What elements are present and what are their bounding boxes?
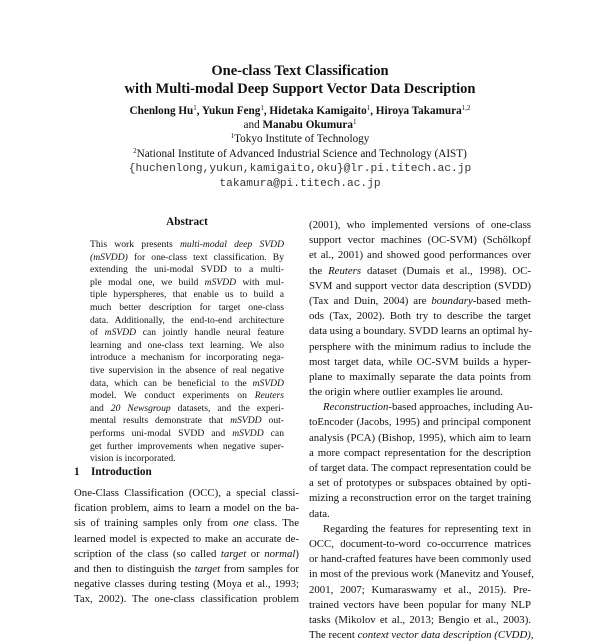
right-column-body <box>309 218 534 643</box>
text-line: much better description for target one-class <box>90 301 284 313</box>
abstract-body <box>90 239 284 466</box>
text-line: data. <box>309 507 330 520</box>
text-line: data, which can be beneficial to the mSVDD <box>90 377 284 389</box>
text-line: extending the uni-modal SVDD to a multi- <box>90 264 284 276</box>
text-line: learned model is expected to make an accurate de- <box>74 532 299 545</box>
text-line: Reconstruction-based approaches, including Au- <box>323 401 533 414</box>
affiliation-number: 1 <box>230 132 235 140</box>
author-email-2: takamura@pi.titech.ac.jp <box>219 178 381 190</box>
author-affiliation-mark: 1,2 <box>461 104 471 112</box>
text-line: et al., 2001) and showed good performances over <box>309 249 531 262</box>
text-line: This work presents multi-modal deep SVDD <box>90 239 284 250</box>
text-line: toEncoder (Jacobs, 1995) and principal component <box>309 416 531 429</box>
paper-title-line1: One-class Text Classification <box>211 63 389 79</box>
text-line: SVM and support vector data description (SVDD) <box>309 279 531 292</box>
text-line: tasks (Mikolov et al., 2013; Bengio et al., 2003). <box>309 613 531 626</box>
text-line: a set of prototypes or subspaces obtained by opti- <box>309 477 531 490</box>
affiliation-1 <box>0 132 600 146</box>
author-and: and <box>243 119 260 131</box>
text-line: ple modal one, we build mSVDD with mul- <box>90 276 284 288</box>
text-line: or hand-crafted features have been commonly used <box>309 553 531 566</box>
text-line: mental results demonstrate that mSVDD out- <box>90 415 284 427</box>
author-affiliation-mark: 1 <box>366 104 371 112</box>
affiliation-name: Tokyo Institute of Technology <box>234 133 370 145</box>
introduction-body <box>74 486 299 608</box>
author-name: Yukun Feng <box>201 105 261 117</box>
text-line: One-Class Classification (OCC), a special classi- <box>74 487 299 499</box>
text-line: plane to maximally separate the data points from <box>309 370 531 383</box>
affiliation-name: National Institute of Advanced Industrial Science and Technology (AIST) <box>136 148 467 160</box>
author-affiliation-mark: 1 <box>352 118 357 126</box>
text-line: OCC, document-to-word co-occurrence matrices <box>309 537 531 550</box>
abstract-heading: Abstract <box>166 216 208 228</box>
affiliation-2 <box>0 147 600 161</box>
text-line: performs uni-modal SVDD and mSVDD can <box>90 427 284 439</box>
text-line: and 20 Newsgroup datasets, and the experi- <box>90 402 284 414</box>
section-number: 1 <box>74 466 80 478</box>
text-line: tive supervision in the absence of real negative <box>90 364 284 376</box>
text-line: The recent context vector data description (CVDD), <box>309 629 534 642</box>
author-name: Chenlong Hu <box>129 105 194 117</box>
text-line: and then to distinguish the target from samples for <box>74 562 299 575</box>
text-line: fication problem, aims to learn a model on the ba- <box>74 502 299 515</box>
text-line: persphere with the minimum radius to include the <box>309 340 531 353</box>
text-line: (2001), who implemented versions of one-class <box>309 219 531 231</box>
author-list-continued <box>0 118 600 132</box>
text-line: most target data, while OC-SVM builds a hyper- <box>309 355 531 368</box>
text-line: analysis (PCA) (Bishop, 1995), which aim to learn <box>309 431 531 444</box>
section-title: Introduction <box>91 466 152 478</box>
text-line: the origin where outlier examples lie around. <box>309 386 503 399</box>
text-line: negative classes during testing (Moya et al., 1993; <box>74 578 299 591</box>
text-line: learning and one-class text learning. We also <box>90 339 284 351</box>
text-line: in most of the previous work (Manevitz and Yousef, <box>309 568 534 581</box>
text-line: trained vectors have been popular for many NLP <box>309 598 531 611</box>
affiliation-number: 2 <box>133 147 137 155</box>
text-line: sis of training samples only from one class. The <box>74 517 299 530</box>
author-affiliation-mark: 1 <box>260 104 264 112</box>
paper-title-line2: with Multi-modal Deep Support Vector Data Description <box>124 81 476 97</box>
text-line: (Tax and Duin, 2004) are boundary-based meth- <box>309 294 532 307</box>
text-line: Regarding the features for representing text in <box>323 522 531 535</box>
author-name: Hidetaka Kamigaito <box>269 105 367 117</box>
text-line: model. We conduct experiments on Reuters <box>90 390 284 402</box>
text-line: mizing a reconstruction error on the target training <box>309 492 531 505</box>
text-line: of target data. The compact representation could be <box>309 462 531 474</box>
text-line: of mSVDD can jointly handle neural feature <box>90 327 285 339</box>
author-name: Manabu Okumura <box>262 119 353 131</box>
section-heading-introduction <box>74 466 152 478</box>
text-line: 2001, 2007; Kumaraswamy et al., 2015). Pre- <box>309 583 531 596</box>
text-line: vision is incorporated. <box>90 453 176 465</box>
text-line: introduce a mechanism for incorporating nega- <box>90 352 284 364</box>
text-line: Tax, 2002). The one-class classification problem <box>74 593 299 606</box>
text-line: ods (Tax, 2002). Both try to describe the target <box>309 310 531 323</box>
text-line: the Reuters dataset (Dumais et al., 1998). OC- <box>309 264 531 277</box>
author-email-1: {huchenlong,yukun,kamigaito,oku}@lr.pi.titech.ac.jp <box>128 163 472 175</box>
author-list: Chenlong Hu$^1$, Yukun Feng$^1$, Hidetaka Kamigaito$^1$, Hiroya Takamura$^{1,2}$ <box>129 104 471 117</box>
author-affiliation-mark: 1 <box>193 104 197 112</box>
text-line: data. Additionally, the end-to-end architecture <box>90 314 284 326</box>
text-line: a more compact representation for the description <box>309 446 531 459</box>
text-line: get further improvements when negative super- <box>90 440 284 452</box>
text-line: scription of the class (so called target or normal) <box>74 547 299 560</box>
text-line: (mSVDD) for one-class text classification. By <box>90 251 284 263</box>
text-line: data using a boundary. SVDD learns an optimal hy- <box>309 325 533 338</box>
author-name: Hiroya Takamura <box>375 105 462 117</box>
text-line: tiple hyperspheres, that enable us to build a <box>90 289 284 301</box>
text-line: support vector machines (OC-SVM) (Schölkopf <box>309 234 531 247</box>
